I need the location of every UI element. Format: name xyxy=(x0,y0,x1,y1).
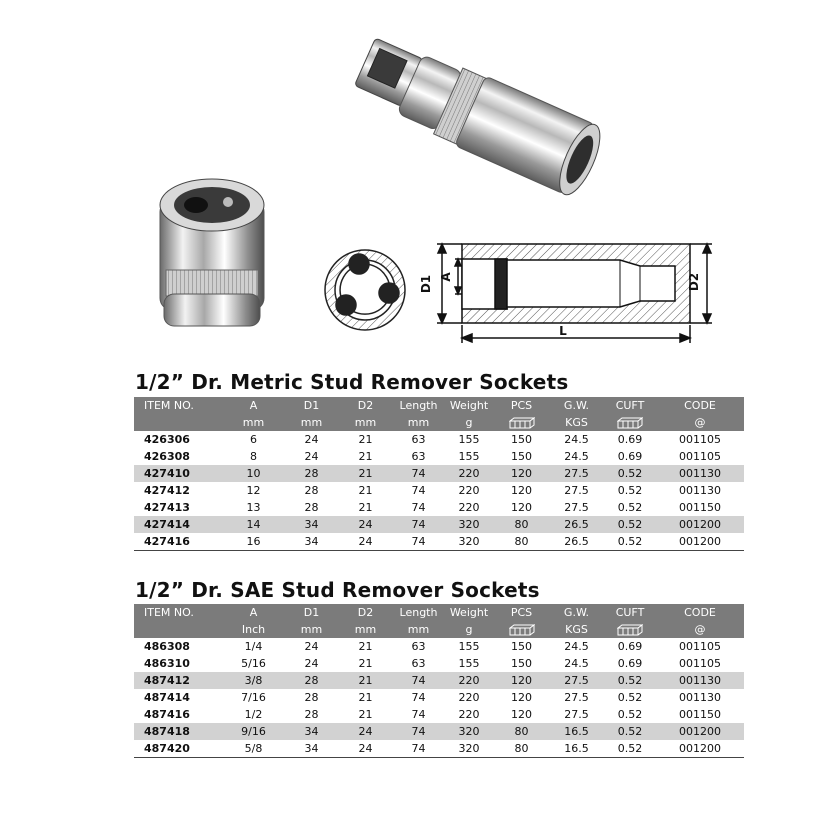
cell-gw: 27.5 xyxy=(564,501,589,514)
cell-item-no: 486308 xyxy=(144,640,190,653)
header-d1: D1 mm xyxy=(285,604,338,638)
table-row xyxy=(134,672,744,689)
cell-item-no: 427410 xyxy=(134,465,222,482)
table-header-row xyxy=(134,604,744,638)
large-socket-photo xyxy=(349,29,608,200)
cell-gw: 27.5 xyxy=(564,691,589,704)
cell-gw: 24.5 xyxy=(564,657,589,670)
cell-gw: 27.5 xyxy=(564,708,589,721)
header-weight: Weight g xyxy=(444,604,494,638)
cell-item-no: 427416 xyxy=(134,533,222,551)
cell-length: 74 xyxy=(411,501,426,514)
cell-cuft: 0.52 xyxy=(604,516,656,533)
header-code: CODE @ xyxy=(656,397,744,431)
cell-gw: 27.5 xyxy=(564,484,589,497)
cell-cuft: 0.52 xyxy=(617,484,643,497)
cell-item-no: 426308 xyxy=(144,450,190,463)
cell-pcs: 150 xyxy=(511,450,532,463)
cell-cuft: 0.52 xyxy=(617,708,643,721)
cell-length: 74 xyxy=(393,516,444,533)
cell-gw: 26.5 xyxy=(549,533,604,551)
table-row xyxy=(134,465,744,482)
cell-d1: 24 xyxy=(304,640,319,653)
cell-cuft: 0.52 xyxy=(617,501,643,514)
cell-a: 16 xyxy=(222,533,285,551)
metric-spec-table xyxy=(134,397,744,551)
cell-weight: 155 xyxy=(458,450,480,463)
header-pcs: PCS xyxy=(494,604,549,638)
cell-code: 001130 xyxy=(656,465,744,482)
cell-item-no: 427414 xyxy=(134,516,222,533)
table-row xyxy=(134,655,744,672)
cell-code: 001105 xyxy=(679,450,721,463)
cell-pcs: 80 xyxy=(494,516,549,533)
cell-a: 6 xyxy=(250,433,257,446)
cell-d1: 34 xyxy=(285,723,338,740)
cell-cuft: 0.52 xyxy=(604,465,656,482)
header-a: A mm xyxy=(222,397,285,431)
cell-weight: 320 xyxy=(444,723,494,740)
cell-a: 1/4 xyxy=(244,640,263,653)
cell-weight: 320 xyxy=(444,740,494,758)
cell-code: 001200 xyxy=(656,723,744,740)
cell-gw: 27.5 xyxy=(549,672,604,689)
cell-length: 74 xyxy=(393,723,444,740)
cell-item-no: 426306 xyxy=(144,433,190,446)
cell-item-no: 427413 xyxy=(144,501,190,514)
cell-length: 63 xyxy=(411,657,426,670)
cell-weight: 320 xyxy=(444,533,494,551)
cell-weight: 155 xyxy=(458,433,480,446)
cell-d1: 24 xyxy=(304,657,319,670)
cell-length: 63 xyxy=(411,450,426,463)
cell-pcs: 80 xyxy=(494,740,549,758)
cell-item-no: 487412 xyxy=(134,672,222,689)
table-row xyxy=(134,516,744,533)
cell-pcs: 120 xyxy=(494,465,549,482)
cell-gw: 24.5 xyxy=(564,433,589,446)
header-d2: D2 mm xyxy=(338,397,393,431)
header-a: A Inch xyxy=(222,604,285,638)
dimension-label-d2: D2 xyxy=(687,272,701,292)
cell-d1: 34 xyxy=(285,533,338,551)
cell-code: 001105 xyxy=(679,640,721,653)
table-row xyxy=(134,482,744,499)
cell-pcs: 150 xyxy=(511,640,532,653)
cell-d2: 21 xyxy=(338,672,393,689)
cell-pcs: 150 xyxy=(511,657,532,670)
cell-d1: 34 xyxy=(285,740,338,758)
cell-weight: 220 xyxy=(458,691,480,704)
cell-gw: 26.5 xyxy=(549,516,604,533)
cell-weight: 220 xyxy=(444,465,494,482)
cell-d1: 28 xyxy=(304,501,319,514)
cell-pcs: 80 xyxy=(494,723,549,740)
header-code: CODE @ xyxy=(656,604,744,638)
header-gw: G.W. KGS xyxy=(549,604,604,638)
table-row xyxy=(134,689,744,706)
cell-item-no: 487420 xyxy=(134,740,222,758)
cell-a: 10 xyxy=(222,465,285,482)
cell-d1: 28 xyxy=(304,708,319,721)
cell-cuft: 0.69 xyxy=(617,640,643,653)
header-cuft: CUFT xyxy=(604,604,656,638)
cell-d2: 21 xyxy=(358,657,373,670)
cell-a: 1/2 xyxy=(244,708,263,721)
cell-a: 8 xyxy=(250,450,257,463)
table-row xyxy=(134,723,744,740)
cell-weight: 155 xyxy=(458,657,480,670)
dimension-label-a: A xyxy=(439,272,453,282)
cell-gw: 24.5 xyxy=(564,450,589,463)
end-view-drawing xyxy=(325,250,405,330)
table-row xyxy=(134,533,744,551)
table-row xyxy=(134,499,744,516)
cell-cuft: 0.69 xyxy=(617,450,643,463)
cell-cuft: 0.52 xyxy=(617,691,643,704)
cell-length: 63 xyxy=(411,433,426,446)
cell-cuft: 0.69 xyxy=(617,433,643,446)
header-item-no: ITEM NO. xyxy=(134,604,222,638)
cell-d1: 34 xyxy=(285,516,338,533)
cell-gw: 16.5 xyxy=(549,723,604,740)
cell-a: 5/16 xyxy=(241,657,266,670)
table-row xyxy=(134,448,744,465)
cell-d2: 24 xyxy=(338,516,393,533)
cell-code: 001200 xyxy=(656,740,744,758)
cell-length: 63 xyxy=(411,640,426,653)
cell-d1: 24 xyxy=(304,433,319,446)
table-row xyxy=(134,431,744,448)
carton-box-icon xyxy=(509,417,535,429)
table-header-row xyxy=(134,397,744,431)
cell-a: 5/8 xyxy=(222,740,285,758)
cell-d1: 28 xyxy=(304,484,319,497)
dimension-label-d1: D1 xyxy=(419,274,433,294)
cell-length: 74 xyxy=(393,533,444,551)
header-item-no: ITEM NO. xyxy=(134,397,222,431)
carton-box-icon xyxy=(617,624,643,636)
cell-item-no: 486310 xyxy=(144,657,190,670)
header-pcs: PCS xyxy=(494,397,549,431)
cell-cuft: 0.69 xyxy=(617,657,643,670)
header-length: Length mm xyxy=(393,604,444,638)
cell-d2: 21 xyxy=(358,708,373,721)
cell-d2: 21 xyxy=(358,501,373,514)
cell-a: 7/16 xyxy=(241,691,266,704)
cell-gw: 16.5 xyxy=(549,740,604,758)
cell-item-no: 487416 xyxy=(144,708,190,721)
cell-code: 001200 xyxy=(656,533,744,551)
cell-a: 12 xyxy=(246,484,261,497)
table-row xyxy=(134,638,744,655)
cell-d2: 21 xyxy=(358,450,373,463)
cell-length: 74 xyxy=(411,691,426,704)
cell-a: 9/16 xyxy=(222,723,285,740)
header-weight: Weight g xyxy=(444,397,494,431)
cell-a: 14 xyxy=(222,516,285,533)
cell-d1: 24 xyxy=(304,450,319,463)
cell-pcs: 120 xyxy=(511,691,532,704)
carton-box-icon xyxy=(509,624,535,636)
cell-length: 74 xyxy=(393,465,444,482)
cell-weight: 155 xyxy=(458,640,480,653)
header-length: Length mm xyxy=(393,397,444,431)
table-row xyxy=(134,706,744,723)
cell-length: 74 xyxy=(393,740,444,758)
cell-length: 74 xyxy=(393,672,444,689)
header-d2: D2 mm xyxy=(338,604,393,638)
cell-code: 001130 xyxy=(656,672,744,689)
cell-pcs: 120 xyxy=(511,484,532,497)
cell-code: 001200 xyxy=(656,516,744,533)
cell-d2: 24 xyxy=(338,740,393,758)
cell-d2: 21 xyxy=(358,691,373,704)
header-d1: D1 mm xyxy=(285,397,338,431)
cell-code: 001150 xyxy=(679,501,721,514)
table-row xyxy=(134,740,744,758)
cell-d2: 24 xyxy=(338,723,393,740)
cell-pcs: 120 xyxy=(494,672,549,689)
cell-weight: 320 xyxy=(444,516,494,533)
cell-code: 001105 xyxy=(679,433,721,446)
header-cuft: CUFT xyxy=(604,397,656,431)
header-gw: G.W. KGS xyxy=(549,397,604,431)
cell-gw: 27.5 xyxy=(549,465,604,482)
cell-item-no: 427412 xyxy=(144,484,190,497)
cell-weight: 220 xyxy=(458,501,480,514)
sae-spec-table xyxy=(134,604,744,758)
cell-pcs: 120 xyxy=(511,501,532,514)
cell-d2: 21 xyxy=(358,640,373,653)
cell-d2: 21 xyxy=(338,465,393,482)
dimension-label-l: L xyxy=(559,324,567,338)
cell-d1: 28 xyxy=(285,672,338,689)
metric-section-title: 1/2” Dr. Metric Stud Remover Sockets xyxy=(135,370,569,394)
cell-cuft: 0.52 xyxy=(604,723,656,740)
cell-d1: 28 xyxy=(304,691,319,704)
cell-weight: 220 xyxy=(458,484,480,497)
cell-item-no: 487414 xyxy=(144,691,190,704)
cell-pcs: 150 xyxy=(511,433,532,446)
sae-section-title: 1/2” Dr. SAE Stud Remover Sockets xyxy=(135,578,540,602)
cell-d2: 21 xyxy=(358,433,373,446)
cell-code: 001130 xyxy=(679,691,721,704)
cell-d1: 28 xyxy=(285,465,338,482)
side-view-drawing xyxy=(437,244,712,343)
cell-pcs: 80 xyxy=(494,533,549,551)
cell-code: 001150 xyxy=(679,708,721,721)
cell-pcs: 120 xyxy=(511,708,532,721)
product-illustration xyxy=(0,0,818,360)
cell-code: 001130 xyxy=(679,484,721,497)
cell-cuft: 0.52 xyxy=(604,533,656,551)
cell-cuft: 0.52 xyxy=(604,672,656,689)
cell-length: 74 xyxy=(411,484,426,497)
cell-item-no: 487418 xyxy=(134,723,222,740)
cell-gw: 24.5 xyxy=(564,640,589,653)
cell-weight: 220 xyxy=(444,672,494,689)
cell-a: 3/8 xyxy=(222,672,285,689)
small-socket-photo xyxy=(160,179,264,326)
cell-cuft: 0.52 xyxy=(604,740,656,758)
cell-weight: 220 xyxy=(458,708,480,721)
cell-a: 13 xyxy=(246,501,261,514)
cell-d2: 21 xyxy=(358,484,373,497)
cell-code: 001105 xyxy=(679,657,721,670)
cell-length: 74 xyxy=(411,708,426,721)
cell-d2: 24 xyxy=(338,533,393,551)
carton-box-icon xyxy=(617,417,643,429)
